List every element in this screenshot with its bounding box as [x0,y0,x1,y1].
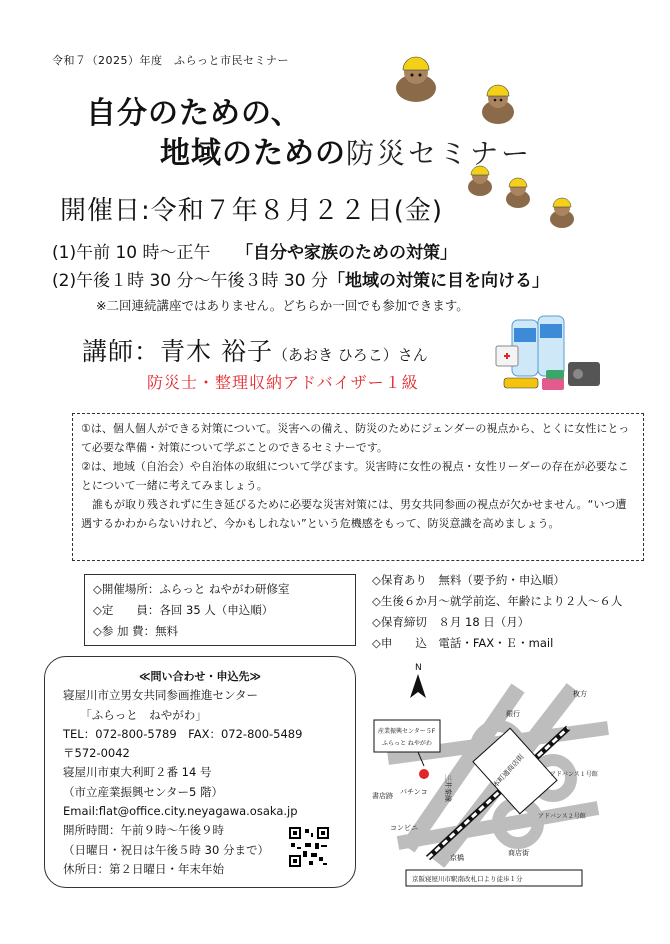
series-label: 令和７（2025）年度 ふらっと市民セミナー [52,54,289,67]
session-1 [52,238,457,263]
description-para-3: 誰もが取り残されずに生き延びるために必要な災害対策には、男女共同参画の視点が欠かせません。“いつ遭遇するかわからないけれど、今かもしれない”という危機感をもって、防災意識を高めましょう。 [81,498,627,530]
contact-title: ≪問い合わせ・申込先≫ [138,670,262,683]
lecturer-kana: （あおき ひろこ）さん [272,346,428,364]
contact-email[interactable]: Email:flat@office.city.neyagawa.osaka.jp [63,804,298,819]
contact-building: （市立産業振興センター5 階） [63,784,224,799]
contact-postal: 〒572-0042 [63,746,130,761]
lecturer-name [82,332,428,368]
lecturer-title: 防災士・整理収納アドバイザー１級 [147,373,419,392]
map-callout-2: ふらっと ねやがわ [382,740,432,747]
map-street: 本町通商店街 [491,752,526,790]
map-bookstore: 書店跡 [372,792,393,800]
radio-icon [568,362,600,386]
description-para-1: ①は、個人個人ができる対策について。災害への備え、防災のためにジェンダーの視点から、とくに女性にとって必要な準備・対策について学ぶことのできるセミナーです。 [81,422,630,454]
contact-facility: 「ふらっと ねやがわ」 [63,707,207,722]
contact-closed-days: 休所日：第２日曜日・年末年始 [63,861,224,876]
map-kyobashi: 京橋 [450,854,464,862]
mascot-icon [396,57,436,102]
map-hirakata: 枚方 [573,690,587,698]
map-convenience: コンビニ [390,824,418,832]
childcare-deadline: ◇保育締切 ８月 18 日（月） [372,615,530,629]
session-note: ※二回連続講座ではありません。どちらか一回でも参加できます。 [96,298,469,313]
map-footer: 京阪寝屋川市駅南改札口より徒歩１分 [412,875,523,883]
contact-hours: 開所時間：午前９時～午後９時 [63,823,224,838]
session-2-topic: 「地域の対策に目を向ける」 [327,271,549,291]
map-avance-2: アドバンス２号館 [538,813,586,820]
contact-org: 寝屋川市立男女共同参画推進センター [63,688,259,703]
session-2 [52,266,549,291]
contact-hours-holiday: （日曜日・祝日は午後５時 30 分まで） [63,842,269,857]
north-arrow-icon [410,674,426,698]
contact-address: 寝屋川市東大利町２番 14 号 [63,765,212,780]
venue-capacity: ◇定 員：各回 35 人（申込順） [93,603,274,617]
description-para-2: ②は、地域（自治会）や自治体の取組について学びます。災害時に女性の視点・女性リーダーの存在が必要なことについて一緒に考えてみましょう。 [81,460,629,492]
title-line2 [160,128,532,172]
lecturer-label: 講師：青木 裕子 [82,337,273,366]
map-bank: 銀行 [506,710,520,718]
disaster-supplies-illustration [494,312,604,404]
venue-info-box [84,574,356,646]
map-shotengai: 商店街 [508,849,529,857]
title-line2-main: 地域のための [160,136,346,171]
session-2-time: (2)午後１時 30 分～午後３時 30 分 [52,271,328,291]
childcare-available: ◇保育あり 無料（要予約・申込順） [372,573,565,587]
description-box [72,413,644,561]
title-line1: 自分のための、 [86,96,302,131]
venue-fee: ◇参 加 費：無料 [93,624,179,638]
map-avance-1: アドバンス１号館 [550,771,598,778]
map-road: 三井秦線 [444,774,452,802]
childcare-info [372,570,622,654]
map-north: N [415,663,422,673]
map-pachinko: パチンコ [400,788,428,796]
mascot-icon [482,85,514,124]
venue-location: ◇開催場所：ふらっと ねやがわ研修室 [93,582,290,596]
map-callout-1: 産業振興センター５F [378,728,436,735]
childcare-apply: ◇申 込 電話・FAX・Ｅ・mail [372,636,554,650]
title-line2-suffix: 防災セミナー [346,137,533,170]
session-1-time: (1)午前 10 時～正午 [52,243,245,263]
session-1-topic: 「自分や家族のための対策」 [244,243,458,263]
mascot-icon [550,198,574,228]
contact-phone: TEL：072-800-5789 FAX：072-800-5489 [63,726,303,741]
mascot-icon [506,178,530,208]
canned-food-icon [542,378,564,390]
access-map [368,658,618,890]
qr-code-icon[interactable] [289,827,329,867]
contact-box [44,656,356,888]
childcare-ages: ◇生後６か月～就学前迄、年齢により２人～６人 [372,594,623,608]
flashlight-icon [504,378,538,388]
location-marker-icon [419,769,429,779]
event-date: 開催日:令和７年８月２２日(金) [60,196,444,226]
